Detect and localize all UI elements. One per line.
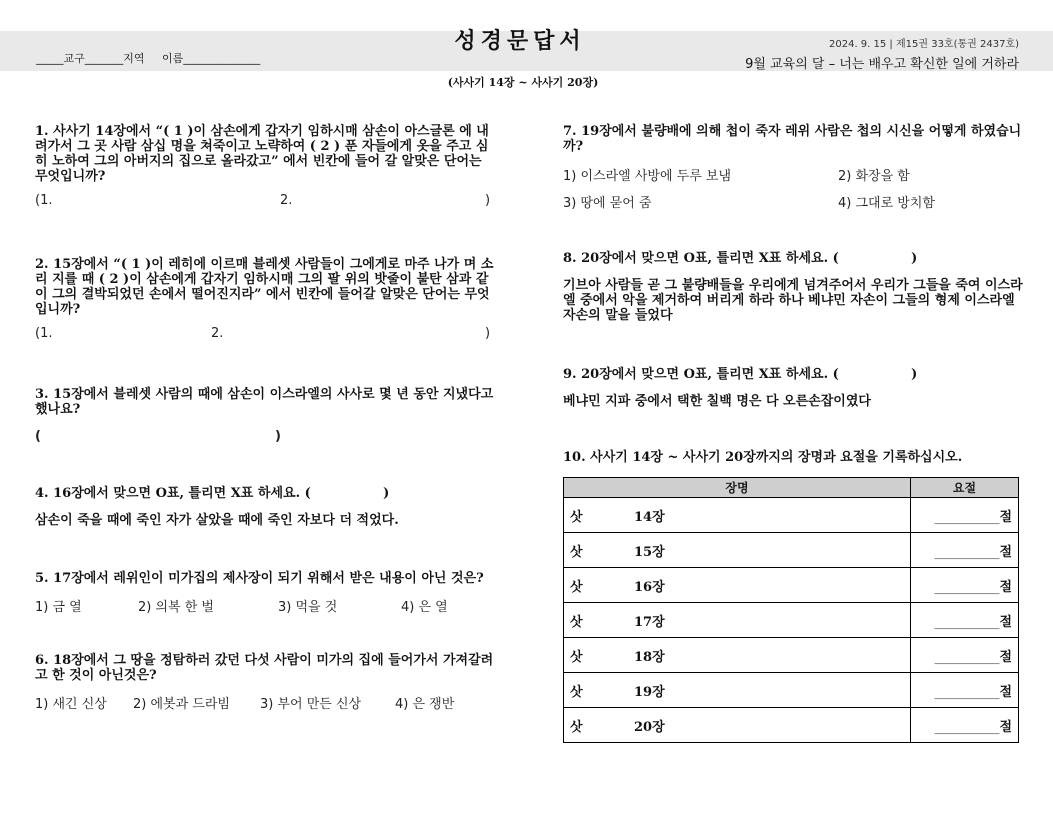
col-verse-header: 요절 <box>911 478 1019 498</box>
table-row <box>564 533 1019 568</box>
answer-close: ) <box>485 326 491 341</box>
question-6-text: 6. 18장에서 그 땅을 정탐하러 갔던 다섯 사람이 미가의 집에 들어가서 가져갈려고 한 것이 아닌것은? <box>35 653 494 683</box>
table-row <box>564 603 1019 638</box>
monthly-motto: 9월 교육의 달 – 너는 배우고 확신한 일에 거하라 <box>745 57 1019 72</box>
table-row <box>564 498 1019 533</box>
question-7-options-row-2 <box>563 192 1023 212</box>
issue-date: 2024. 9. 15 | 제15권 33호(통권 2437호) <box>829 39 1019 50</box>
chapter-number: 20장 <box>634 719 665 735</box>
question-2 <box>35 257 495 346</box>
question-6 <box>35 653 495 713</box>
question-7 <box>563 124 1023 212</box>
verse-answer-field[interactable]: __________절 <box>911 498 1019 533</box>
question-7-options-row-1 <box>563 165 1023 192</box>
answer-mid: 2. <box>211 326 224 341</box>
answer-open: (1. <box>35 193 53 208</box>
verse-answer-field[interactable]: __________절 <box>911 708 1019 743</box>
book-abbr: 삿 <box>570 614 583 630</box>
question-4-statement: 삼손이 죽을 때에 죽인 자가 살았을 때에 죽인 자보다 더 적었다. <box>35 513 399 528</box>
chapter-number: 19장 <box>634 684 665 700</box>
option-1[interactable]: 1) 새긴 신상 <box>35 697 107 712</box>
book-abbr: 삿 <box>570 509 583 525</box>
question-5 <box>35 571 495 616</box>
question-3-text: 3. 15장에서 블레셋 사람의 때에 삼손이 이스라엘의 사사로 몇 년 동안 지냈다고 했나요? <box>35 387 494 417</box>
book-abbr: 삿 <box>570 684 583 700</box>
table-row <box>564 568 1019 603</box>
verse-answer-field[interactable]: __________절 <box>911 638 1019 673</box>
question-4 <box>35 486 495 528</box>
question-10-text: 10. 사사기 14장 ~ 사사기 20장까지의 장명과 요절을 기록하십시오. <box>563 450 963 465</box>
book-abbr: 삿 <box>570 579 583 595</box>
chapter-verse-table <box>563 477 1019 743</box>
col-chapter-header: 장명 <box>564 478 911 498</box>
question-9-statement: 베냐민 지파 중에서 택한 칠백 명은 다 오른손잡이였다 <box>563 394 871 409</box>
verse-answer-field[interactable]: __________절 <box>911 673 1019 708</box>
question-2-text: 2. 15장에서 “( 1 )이 레히에 이르매 블레셋 사람들이 그에게로 마주 나가 며 소리 지를 때 ( 2 )이 삼손에게 갑자기 임하시매 그의 팔 위의 밧줄이 불탄 삼과 같이 그의 결박되었던 손에서 떨어진지라” 에서 빈칸에 들어갈 알맞은 단어는 무엇입니까? <box>35 257 494 317</box>
verse-answer-field[interactable]: __________절 <box>911 533 1019 568</box>
question-7-text: 7. 19장에서 불량배에 의해 첩이 죽자 레위 사람은 첩의 시신을 어떻게 하였습니까? <box>563 124 1022 154</box>
option-1[interactable]: 1) 이스라엘 사방에 두루 보냄 <box>563 169 732 184</box>
question-9 <box>563 367 1023 409</box>
question-9-text: 9. 20장에서 맞으면 O표, 틀리면 X표 하세요. ( ) <box>563 367 918 382</box>
book-abbr: 삿 <box>570 649 583 665</box>
question-1 <box>35 124 495 213</box>
option-2[interactable]: 2) 화장을 함 <box>838 169 910 184</box>
question-1-text: 1. 사사기 14장에서 “( 1 )이 삼손에게 갑자기 임하시매 삼손이 아스글론 에 내려가서 그 곳 사람 삼십 명을 쳐죽이고 노략하여 ( 2 ) 푼 자들에게 옷을 주고 심히 노하여 그의 아버지의 집으로 올라갔고” 에서 빈칸에 들어 갈 알맞은 단어는 무엇입니까? <box>35 124 489 184</box>
option-4[interactable]: 4) 은 열 <box>401 600 448 615</box>
question-1-answer-line[interactable] <box>35 193 495 213</box>
question-8-statement: 기브아 사람들 곧 그 불량배들을 우리에게 넘겨주어서 우리가 그들을 죽여 이스라엘 중에서 악을 제거하여 버리게 하라 하나 베냐민 자손이 그들의 형제 이스라엘 자손의 말을 들었다 <box>563 278 1023 323</box>
table-row <box>564 673 1019 708</box>
chapter-number: 17장 <box>634 614 665 630</box>
option-4[interactable]: 4) 은 쟁반 <box>395 697 455 712</box>
question-2-answer-line[interactable] <box>35 326 495 346</box>
verse-answer-field[interactable]: __________절 <box>911 603 1019 638</box>
chapter-number: 15장 <box>634 544 665 560</box>
chapter-number: 14장 <box>634 509 665 525</box>
option-2[interactable]: 2) 에봇과 드라빔 <box>133 697 230 712</box>
question-10 <box>563 450 1023 465</box>
answer-close: ) <box>275 429 281 444</box>
table-header-row <box>564 478 1019 498</box>
question-3-answer-line[interactable] <box>35 429 495 449</box>
question-5-options <box>35 596 495 616</box>
answer-open: (1. <box>35 326 53 341</box>
page-title: 성경문답서 <box>454 28 586 54</box>
question-8-text: 8. 20장에서 맞으면 O표, 틀리면 X표 하세요. ( ) <box>563 251 918 266</box>
answer-mid: 2. <box>280 193 293 208</box>
question-4-text: 4. 16장에서 맞으면 O표, 틀리면 X표 하세요. ( ) <box>35 486 390 501</box>
question-3 <box>35 387 495 449</box>
chapter-number: 16장 <box>634 579 665 595</box>
option-4[interactable]: 4) 그대로 방치함 <box>838 196 935 211</box>
option-3[interactable]: 3) 먹을 것 <box>278 600 338 615</box>
option-1[interactable]: 1) 금 열 <box>35 600 82 615</box>
table-row <box>564 708 1019 743</box>
question-5-text: 5. 17장에서 레위인이 미가집의 제사장이 되기 위해서 받은 내용이 아닌 것은? <box>35 571 484 586</box>
name-field-line: _____교구_______지역 이름______________ <box>36 52 261 65</box>
table-row <box>564 638 1019 673</box>
answer-close: ) <box>485 193 491 208</box>
option-2[interactable]: 2) 의복 한 벌 <box>138 600 214 615</box>
scripture-range: (사사기 14장 ~ 사사기 20장) <box>447 76 599 89</box>
verse-answer-field[interactable]: __________절 <box>911 568 1019 603</box>
book-abbr: 삿 <box>570 544 583 560</box>
option-3[interactable]: 3) 땅에 묻어 줌 <box>563 196 652 211</box>
chapter-number: 18장 <box>634 649 665 665</box>
answer-open: ( <box>35 429 41 444</box>
option-3[interactable]: 3) 부어 만든 신상 <box>260 697 362 712</box>
question-6-options <box>35 693 495 713</box>
book-abbr: 삿 <box>570 719 583 735</box>
question-8 <box>563 251 1023 323</box>
